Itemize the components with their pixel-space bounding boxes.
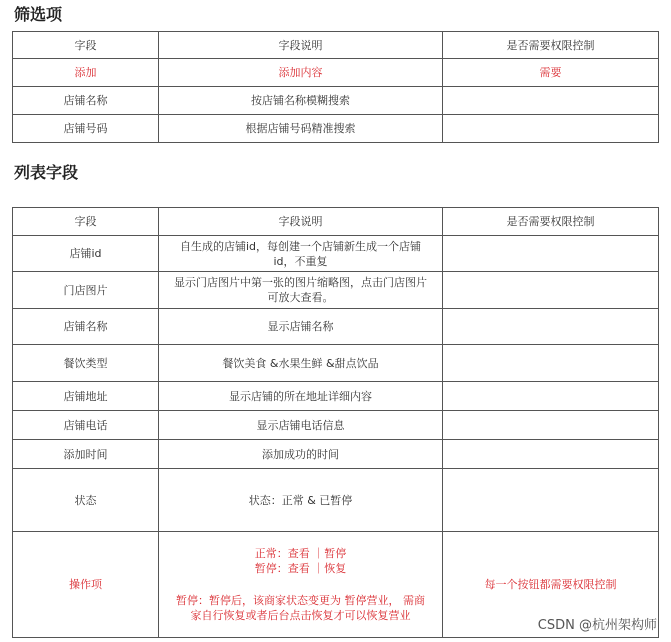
desc-cell: 添加内容 [159,59,443,87]
field-cell: 餐饮类型 [13,345,159,382]
header-field: 字段 [13,208,159,236]
list-section-title: 列表字段 [14,163,79,182]
desc-line: 自生成的店铺id，每创建一个店铺新生成一个店铺 [179,239,422,253]
perm-cell [443,469,659,532]
desc-cell: 餐饮美食 &水果生鲜 &甜点饮品 [159,345,443,382]
field-cell: 状态 [13,469,159,532]
table-row [13,469,659,532]
perm-cell: 每一个按钮都需要权限控制 [443,532,659,638]
desc-line: id，不重复 [273,254,328,268]
table-row [13,382,659,411]
header-perm: 是否需要权限控制 [443,32,659,59]
desc-cell: 添加成功的时间 [159,440,443,469]
table-row [13,59,659,87]
op-line: 正常：查看 ｜暂停 [254,547,347,560]
desc-cell: 显示店铺电话信息 [159,411,443,440]
perm-cell: 需要 [443,59,659,87]
filter-section-title: 筛选项 [14,5,63,24]
watermark: CSDN @杭州架构师 [537,618,657,633]
desc-cell: 根据店铺号码精准搜索 [159,115,443,143]
op-line: 暂停：查看 ｜恢复 [254,562,347,575]
table-row [13,345,659,382]
list-table-header-row [13,208,659,236]
perm-cell [443,440,659,469]
field-cell: 店铺id [13,236,159,272]
perm-cell [443,87,659,115]
desc-line: 显示门店图片中第一张的图片缩略图，点击门店图片 [174,276,427,289]
table-row [13,272,659,309]
op-line: 家自行恢复或者后台点击恢复才可以恢复营业 [190,609,411,622]
field-cell: 店铺名称 [13,87,159,115]
header-desc: 字段说明 [159,208,443,236]
perm-cell [443,309,659,345]
op-line: 暂停：暂停后，该商家状态变更为 暂停营业， 需商 [176,594,425,607]
perm-cell [443,272,659,309]
desc-cell: 按店铺名称模糊搜索 [159,87,443,115]
op-spacer [165,576,436,593]
perm-cell [443,345,659,382]
table-row [13,236,659,272]
filter-table-header-row [13,32,659,59]
desc-cell [159,532,443,638]
table-row [13,87,659,115]
desc-cell: 显示店铺的所在地址详细内容 [159,382,443,411]
desc-cell: 显示店铺名称 [159,309,443,345]
table-row [13,115,659,143]
field-cell: 店铺号码 [13,115,159,143]
field-cell: 添加 [13,59,159,87]
field-cell: 店铺电话 [13,411,159,440]
field-cell: 添加时间 [13,440,159,469]
table-row [13,411,659,440]
field-cell: 操作项 [13,532,159,638]
desc-line: 可放大查看。 [267,291,334,304]
table-row [13,440,659,469]
perm-cell [443,382,659,411]
filter-table [12,31,659,143]
header-desc: 字段说明 [159,32,443,59]
field-cell: 门店图片 [13,272,159,309]
header-field: 字段 [13,32,159,59]
desc-cell [159,236,443,272]
header-perm: 是否需要权限控制 [443,208,659,236]
desc-cell: 状态：正常 & 已暂停 [159,469,443,532]
table-row [13,309,659,345]
desc-cell [159,272,443,309]
perm-cell [443,236,659,272]
list-table [12,207,659,638]
field-cell: 店铺名称 [13,309,159,345]
perm-cell [443,115,659,143]
field-cell: 店铺地址 [13,382,159,411]
perm-cell [443,411,659,440]
